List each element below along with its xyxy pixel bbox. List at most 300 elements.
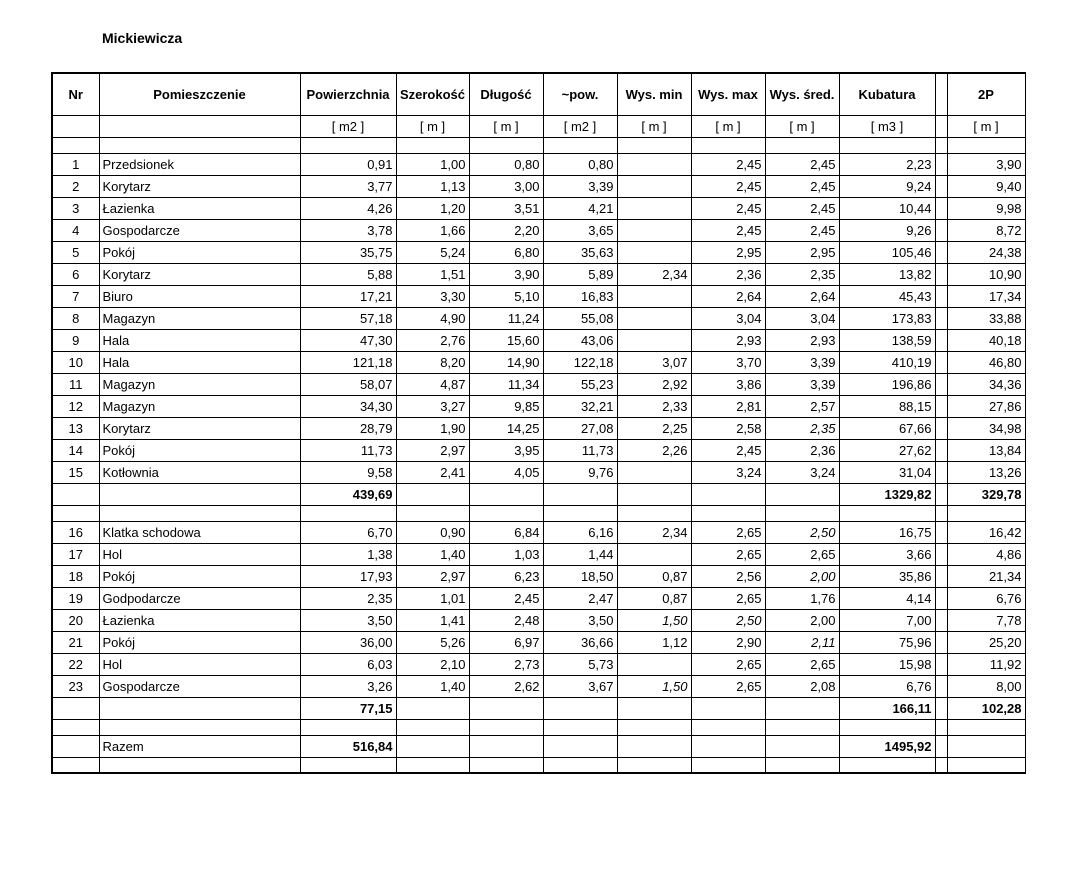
cell-approx-area: 32,21 bbox=[543, 395, 617, 417]
cell-length bbox=[469, 735, 543, 757]
table-row bbox=[52, 653, 1025, 675]
cell-nr: 12 bbox=[52, 395, 99, 417]
cell-approx-area: 55,23 bbox=[543, 373, 617, 395]
cell-area: 439,69 bbox=[300, 483, 396, 505]
cell-approx-area: 6,16 bbox=[543, 521, 617, 543]
cell-height-max: 3,86 bbox=[691, 373, 765, 395]
cell-length: 6,80 bbox=[469, 241, 543, 263]
cell-area: 6,70 bbox=[300, 521, 396, 543]
cell-area: 28,79 bbox=[300, 417, 396, 439]
cell-height-avg: 2,35 bbox=[765, 417, 839, 439]
cell-volume: 35,86 bbox=[839, 565, 935, 587]
cell-nr: 10 bbox=[52, 351, 99, 373]
cell-spacer bbox=[935, 285, 947, 307]
cell-height-max: 2,45 bbox=[691, 219, 765, 241]
cell-height-avg: 3,24 bbox=[765, 461, 839, 483]
cell-length: 2,62 bbox=[469, 675, 543, 697]
cell-volume: 31,04 bbox=[839, 461, 935, 483]
cell-width: 3,27 bbox=[396, 395, 469, 417]
cell-perimeter-2p: 9,98 bbox=[947, 197, 1025, 219]
cell-room: Hala bbox=[99, 351, 300, 373]
cell-perimeter-2p: 13,84 bbox=[947, 439, 1025, 461]
cell-length: 15,60 bbox=[469, 329, 543, 351]
cell-room: Magazyn bbox=[99, 307, 300, 329]
cell-height-max: 2,64 bbox=[691, 285, 765, 307]
cell-height-max: 2,65 bbox=[691, 543, 765, 565]
cell-nr: 2 bbox=[52, 175, 99, 197]
table-row bbox=[52, 329, 1025, 351]
cell-area: 1,38 bbox=[300, 543, 396, 565]
cell-spacer bbox=[935, 373, 947, 395]
cell-nr: 14 bbox=[52, 439, 99, 461]
cell-volume: 88,15 bbox=[839, 395, 935, 417]
cell-area: 36,00 bbox=[300, 631, 396, 653]
cell-room: Korytarz bbox=[99, 263, 300, 285]
cell-spacer bbox=[935, 329, 947, 351]
table-row bbox=[52, 263, 1025, 285]
cell-height-avg: 2,50 bbox=[765, 521, 839, 543]
cell-nr: 21 bbox=[52, 631, 99, 653]
cell-room: Godpodarcze bbox=[99, 587, 300, 609]
cell-spacer bbox=[935, 697, 947, 719]
cell-nr bbox=[52, 735, 99, 757]
cell-perimeter-2p: 27,86 bbox=[947, 395, 1025, 417]
cell-nr: 3 bbox=[52, 197, 99, 219]
cell-height-max: 2,45 bbox=[691, 175, 765, 197]
empty-cell bbox=[300, 719, 396, 735]
cell-volume: 75,96 bbox=[839, 631, 935, 653]
cell-length: 5,10 bbox=[469, 285, 543, 307]
cell-nr: 19 bbox=[52, 587, 99, 609]
table-row bbox=[52, 675, 1025, 697]
cell-room bbox=[99, 483, 300, 505]
cell-length: 2,48 bbox=[469, 609, 543, 631]
empty-cell bbox=[617, 719, 691, 735]
empty-cell bbox=[947, 719, 1025, 735]
cell-height-max: 2,90 bbox=[691, 631, 765, 653]
cell-height-max: 2,81 bbox=[691, 395, 765, 417]
cell-nr: 5 bbox=[52, 241, 99, 263]
cell-volume: 27,62 bbox=[839, 439, 935, 461]
cell-height-max bbox=[691, 735, 765, 757]
cell-spacer bbox=[935, 153, 947, 175]
cell-perimeter-2p: 102,28 bbox=[947, 697, 1025, 719]
cell-approx-area: 11,73 bbox=[543, 439, 617, 461]
cell-nr: 1 bbox=[52, 153, 99, 175]
unit-width: [ m ] bbox=[396, 115, 469, 137]
table-row bbox=[52, 351, 1025, 373]
cell-room: Korytarz bbox=[99, 175, 300, 197]
cell-perimeter-2p: 7,78 bbox=[947, 609, 1025, 631]
cell-height-min bbox=[617, 153, 691, 175]
empty-cell bbox=[396, 505, 469, 521]
cell-area: 11,73 bbox=[300, 439, 396, 461]
cell-volume: 4,14 bbox=[839, 587, 935, 609]
cell-room: Łazienka bbox=[99, 197, 300, 219]
cell-height-avg: 2,36 bbox=[765, 439, 839, 461]
cell-height-min bbox=[617, 197, 691, 219]
empty-cell bbox=[469, 137, 543, 153]
cell-approx-area: 3,67 bbox=[543, 675, 617, 697]
cell-height-min bbox=[617, 219, 691, 241]
empty-cell bbox=[691, 505, 765, 521]
cell-length: 11,24 bbox=[469, 307, 543, 329]
cell-height-avg: 2,45 bbox=[765, 153, 839, 175]
table-row bbox=[52, 461, 1025, 483]
cell-area: 77,15 bbox=[300, 697, 396, 719]
cell-height-min bbox=[617, 461, 691, 483]
cell-area: 3,77 bbox=[300, 175, 396, 197]
header-width: Szerokość bbox=[396, 73, 469, 115]
cell-width bbox=[396, 483, 469, 505]
cell-approx-area: 27,08 bbox=[543, 417, 617, 439]
cell-nr bbox=[52, 697, 99, 719]
empty-cell bbox=[52, 137, 99, 153]
cell-length: 2,45 bbox=[469, 587, 543, 609]
cell-area: 35,75 bbox=[300, 241, 396, 263]
cell-height-avg: 2,45 bbox=[765, 219, 839, 241]
empty-cell bbox=[99, 757, 300, 773]
cell-height-avg: 1,76 bbox=[765, 587, 839, 609]
unit-approx-area: [ m2 ] bbox=[543, 115, 617, 137]
cell-nr: 8 bbox=[52, 307, 99, 329]
cell-approx-area bbox=[543, 697, 617, 719]
empty-cell bbox=[691, 757, 765, 773]
cell-length: 6,23 bbox=[469, 565, 543, 587]
empty-cell bbox=[543, 137, 617, 153]
cell-nr: 22 bbox=[52, 653, 99, 675]
cell-height-avg: 2,35 bbox=[765, 263, 839, 285]
cell-spacer bbox=[935, 609, 947, 631]
cell-nr: 4 bbox=[52, 219, 99, 241]
empty-cell bbox=[839, 137, 935, 153]
cell-spacer bbox=[935, 587, 947, 609]
cell-area: 57,18 bbox=[300, 307, 396, 329]
cell-length bbox=[469, 697, 543, 719]
empty-cell bbox=[935, 719, 947, 735]
table-row bbox=[52, 197, 1025, 219]
cell-nr: 6 bbox=[52, 263, 99, 285]
cell-volume: 9,26 bbox=[839, 219, 935, 241]
cell-height-avg: 2,64 bbox=[765, 285, 839, 307]
cell-spacer bbox=[935, 241, 947, 263]
cell-nr: 18 bbox=[52, 565, 99, 587]
cell-spacer bbox=[935, 543, 947, 565]
cell-length: 4,05 bbox=[469, 461, 543, 483]
empty-cell bbox=[691, 719, 765, 735]
cell-volume: 1329,82 bbox=[839, 483, 935, 505]
cell-height-avg: 2,45 bbox=[765, 175, 839, 197]
cell-approx-area: 16,83 bbox=[543, 285, 617, 307]
header-area: Powierzchnia bbox=[300, 73, 396, 115]
cell-perimeter-2p: 21,34 bbox=[947, 565, 1025, 587]
blank-row bbox=[52, 505, 1025, 521]
empty-cell bbox=[935, 137, 947, 153]
header-perimeter-2p: 2P bbox=[947, 73, 1025, 115]
cell-length: 3,51 bbox=[469, 197, 543, 219]
cell-width: 2,97 bbox=[396, 439, 469, 461]
sheet-title: Mickiewicza bbox=[102, 30, 183, 46]
cell-approx-area: 55,08 bbox=[543, 307, 617, 329]
empty-cell bbox=[300, 757, 396, 773]
cell-perimeter-2p: 3,90 bbox=[947, 153, 1025, 175]
cell-volume: 9,24 bbox=[839, 175, 935, 197]
cell-perimeter-2p: 34,98 bbox=[947, 417, 1025, 439]
cell-perimeter-2p: 24,38 bbox=[947, 241, 1025, 263]
cell-height-max: 2,45 bbox=[691, 153, 765, 175]
cell-room: Gospodarcze bbox=[99, 219, 300, 241]
cell-width: 1,40 bbox=[396, 543, 469, 565]
cell-height-max: 3,04 bbox=[691, 307, 765, 329]
table-row bbox=[52, 417, 1025, 439]
cell-nr: 23 bbox=[52, 675, 99, 697]
cell-room: Pokój bbox=[99, 631, 300, 653]
cell-length: 9,85 bbox=[469, 395, 543, 417]
cell-height-min bbox=[617, 329, 691, 351]
cell-approx-area: 122,18 bbox=[543, 351, 617, 373]
cell-approx-area: 9,76 bbox=[543, 461, 617, 483]
cell-volume: 410,19 bbox=[839, 351, 935, 373]
cell-room: Pokój bbox=[99, 439, 300, 461]
cell-height-avg: 2,45 bbox=[765, 197, 839, 219]
empty-cell bbox=[765, 505, 839, 521]
unit-length: [ m ] bbox=[469, 115, 543, 137]
cell-height-max: 2,93 bbox=[691, 329, 765, 351]
cell-height-min bbox=[617, 653, 691, 675]
cell-width bbox=[396, 697, 469, 719]
cell-volume: 45,43 bbox=[839, 285, 935, 307]
cell-approx-area: 36,66 bbox=[543, 631, 617, 653]
empty-cell bbox=[839, 505, 935, 521]
unit-height-avg: [ m ] bbox=[765, 115, 839, 137]
cell-perimeter-2p: 33,88 bbox=[947, 307, 1025, 329]
cell-height-avg: 2,95 bbox=[765, 241, 839, 263]
cell-room: Klatka schodowa bbox=[99, 521, 300, 543]
blank-row bbox=[52, 719, 1025, 735]
table-row bbox=[52, 307, 1025, 329]
cell-volume: 67,66 bbox=[839, 417, 935, 439]
cell-room: Biuro bbox=[99, 285, 300, 307]
cell-volume: 2,23 bbox=[839, 153, 935, 175]
cell-length: 2,73 bbox=[469, 653, 543, 675]
empty-cell bbox=[617, 505, 691, 521]
table-row bbox=[52, 175, 1025, 197]
cell-volume: 3,66 bbox=[839, 543, 935, 565]
cell-height-max bbox=[691, 483, 765, 505]
cell-spacer bbox=[935, 417, 947, 439]
cell-nr: 20 bbox=[52, 609, 99, 631]
cell-height-max: 2,65 bbox=[691, 521, 765, 543]
empty-cell bbox=[469, 719, 543, 735]
blank-row bbox=[52, 137, 1025, 153]
unit-volume: [ m3 ] bbox=[839, 115, 935, 137]
cell-volume: 7,00 bbox=[839, 609, 935, 631]
cell-approx-area: 3,39 bbox=[543, 175, 617, 197]
cell-height-min bbox=[617, 483, 691, 505]
cell-height-min bbox=[617, 307, 691, 329]
cell-spacer bbox=[935, 631, 947, 653]
empty-cell bbox=[52, 505, 99, 521]
empty-cell bbox=[469, 757, 543, 773]
subtotal-row bbox=[52, 483, 1025, 505]
cell-room: Kotłownia bbox=[99, 461, 300, 483]
cell-length: 11,34 bbox=[469, 373, 543, 395]
cell-approx-area: 1,44 bbox=[543, 543, 617, 565]
cell-length: 1,03 bbox=[469, 543, 543, 565]
table-row bbox=[52, 241, 1025, 263]
cell-nr: 11 bbox=[52, 373, 99, 395]
cell-volume: 15,98 bbox=[839, 653, 935, 675]
cell-height-avg: 2,65 bbox=[765, 543, 839, 565]
cell-height-avg: 2,65 bbox=[765, 653, 839, 675]
table-row bbox=[52, 285, 1025, 307]
cell-spacer bbox=[935, 735, 947, 757]
cell-room: Pokój bbox=[99, 565, 300, 587]
table-row bbox=[52, 373, 1025, 395]
cell-length: 3,90 bbox=[469, 263, 543, 285]
cell-spacer bbox=[935, 395, 947, 417]
cell-perimeter-2p: 46,80 bbox=[947, 351, 1025, 373]
empty-cell bbox=[691, 137, 765, 153]
cell-spacer bbox=[935, 565, 947, 587]
cell-area: 17,93 bbox=[300, 565, 396, 587]
cell-height-min: 2,25 bbox=[617, 417, 691, 439]
cell-width: 8,20 bbox=[396, 351, 469, 373]
cell-area: 121,18 bbox=[300, 351, 396, 373]
rooms-table bbox=[51, 72, 1026, 774]
cell-length: 6,97 bbox=[469, 631, 543, 653]
empty-cell bbox=[765, 719, 839, 735]
cell-perimeter-2p: 8,00 bbox=[947, 675, 1025, 697]
cell-height-min bbox=[617, 241, 691, 263]
cell-width: 1,51 bbox=[396, 263, 469, 285]
cell-approx-area: 35,63 bbox=[543, 241, 617, 263]
cell-room: Łazienka bbox=[99, 609, 300, 631]
cell-volume: 16,75 bbox=[839, 521, 935, 543]
cell-area: 47,30 bbox=[300, 329, 396, 351]
cell-height-max: 2,36 bbox=[691, 263, 765, 285]
cell-height-min bbox=[617, 697, 691, 719]
cell-height-min: 2,34 bbox=[617, 263, 691, 285]
cell-height-avg: 2,57 bbox=[765, 395, 839, 417]
cell-spacer bbox=[935, 197, 947, 219]
cell-height-max: 2,45 bbox=[691, 197, 765, 219]
table-row bbox=[52, 565, 1025, 587]
cell-height-max: 2,58 bbox=[691, 417, 765, 439]
cell-spacer bbox=[935, 175, 947, 197]
cell-nr: 7 bbox=[52, 285, 99, 307]
cell-spacer bbox=[935, 307, 947, 329]
cell-room: Hol bbox=[99, 653, 300, 675]
cell-width: 2,10 bbox=[396, 653, 469, 675]
cell-width: 3,30 bbox=[396, 285, 469, 307]
cell-width: 0,90 bbox=[396, 521, 469, 543]
cell-height-max: 2,65 bbox=[691, 587, 765, 609]
header-spacer bbox=[935, 73, 947, 115]
cell-room: Hala bbox=[99, 329, 300, 351]
cell-height-avg: 2,00 bbox=[765, 609, 839, 631]
empty-cell bbox=[99, 505, 300, 521]
cell-volume: 1495,92 bbox=[839, 735, 935, 757]
cell-volume: 13,82 bbox=[839, 263, 935, 285]
cell-length: 6,84 bbox=[469, 521, 543, 543]
cell-area: 2,35 bbox=[300, 587, 396, 609]
unit-area: [ m2 ] bbox=[300, 115, 396, 137]
cell-approx-area: 3,65 bbox=[543, 219, 617, 241]
cell-width: 1,40 bbox=[396, 675, 469, 697]
empty-cell bbox=[839, 719, 935, 735]
cell-spacer bbox=[935, 483, 947, 505]
grand-total-row bbox=[52, 735, 1025, 757]
cell-spacer bbox=[935, 461, 947, 483]
cell-height-max bbox=[691, 697, 765, 719]
cell-width: 1,20 bbox=[396, 197, 469, 219]
table-row bbox=[52, 219, 1025, 241]
header-row bbox=[52, 73, 1025, 115]
cell-approx-area bbox=[543, 483, 617, 505]
cell-width: 2,97 bbox=[396, 565, 469, 587]
header-volume: Kubatura bbox=[839, 73, 935, 115]
header-length: Długość bbox=[469, 73, 543, 115]
cell-height-min: 2,34 bbox=[617, 521, 691, 543]
empty-cell bbox=[99, 719, 300, 735]
cell-height-max: 2,45 bbox=[691, 439, 765, 461]
empty-cell bbox=[839, 757, 935, 773]
cell-height-avg: 3,39 bbox=[765, 373, 839, 395]
cell-room: Gospodarcze bbox=[99, 675, 300, 697]
cell-height-max: 2,50 bbox=[691, 609, 765, 631]
cell-area: 3,50 bbox=[300, 609, 396, 631]
cell-approx-area: 5,89 bbox=[543, 263, 617, 285]
subtotal-row bbox=[52, 697, 1025, 719]
cell-width: 4,90 bbox=[396, 307, 469, 329]
unit-nr bbox=[52, 115, 99, 137]
cell-perimeter-2p: 6,76 bbox=[947, 587, 1025, 609]
cell-area: 6,03 bbox=[300, 653, 396, 675]
cell-volume: 173,83 bbox=[839, 307, 935, 329]
cell-nr: 9 bbox=[52, 329, 99, 351]
units-row bbox=[52, 115, 1025, 137]
empty-cell bbox=[300, 505, 396, 521]
cell-spacer bbox=[935, 219, 947, 241]
empty-cell bbox=[543, 719, 617, 735]
cell-perimeter-2p: 40,18 bbox=[947, 329, 1025, 351]
empty-cell bbox=[543, 505, 617, 521]
cell-approx-area bbox=[543, 735, 617, 757]
empty-cell bbox=[617, 137, 691, 153]
cell-area: 3,78 bbox=[300, 219, 396, 241]
cell-room bbox=[99, 697, 300, 719]
cell-area: 34,30 bbox=[300, 395, 396, 417]
unit-height-min: [ m ] bbox=[617, 115, 691, 137]
cell-width: 1,01 bbox=[396, 587, 469, 609]
cell-spacer bbox=[935, 439, 947, 461]
cell-approx-area: 5,73 bbox=[543, 653, 617, 675]
unit-perimeter-2p: [ m ] bbox=[947, 115, 1025, 137]
empty-cell bbox=[617, 757, 691, 773]
cell-approx-area: 43,06 bbox=[543, 329, 617, 351]
cell-perimeter-2p: 11,92 bbox=[947, 653, 1025, 675]
cell-width: 1,13 bbox=[396, 175, 469, 197]
cell-height-avg bbox=[765, 697, 839, 719]
cell-height-min: 1,50 bbox=[617, 609, 691, 631]
cell-volume: 196,86 bbox=[839, 373, 935, 395]
cell-width: 2,76 bbox=[396, 329, 469, 351]
cell-nr: 13 bbox=[52, 417, 99, 439]
cell-width: 1,66 bbox=[396, 219, 469, 241]
empty-cell bbox=[469, 505, 543, 521]
cell-spacer bbox=[935, 675, 947, 697]
